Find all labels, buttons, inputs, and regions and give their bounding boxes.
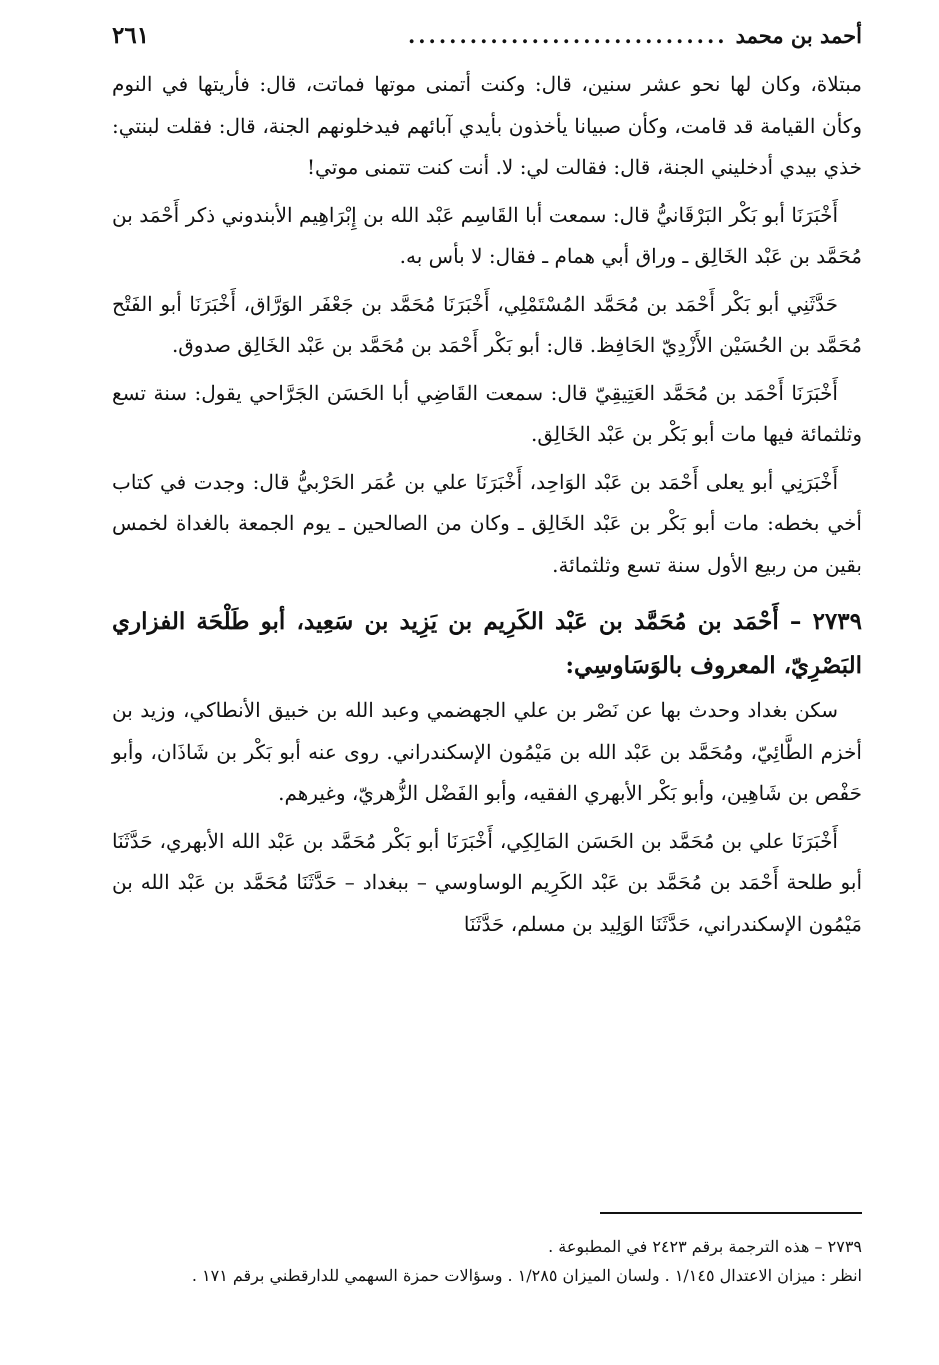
entry-paragraph: أَخْبَرَنَا علي بن مُحَمَّد بن الحَسَن المَالِكِي، أَخْبَرَنَا أبو بَكْر مُحَمَّد بن عَبْد الله الأبهري، حَدَّثَنَا أبو طلحة أَحْمَد بن مُحَمَّد بن عَبْد الكَرِيم الوساوسي – ببغداد – حَدَّثَنَا مُحَمَّد بن عَبْد الله بن مَيْمُون الإسكندراني، حَدَّثَنَا الوَلِيد بن مسلم، حَدَّثَنَا (112, 828, 862, 936)
paragraph-narration: حَدَّثَنِي أبو بَكْر أَحْمَد بن مُحَمَّد المُسْتَمْلِي، أَخْبَرَنَا مُحَمَّد بن جَعْفَر الوَرَّاق، أَخْبَرَنَا أبو الفَتْح مُحَمَّد بن الحُسَيْن الأَزْدِيّ الحَافِظ. قال: أبو بَكْر أَحْمَد بن مُحَمَّد بن عَبْد الخَالِق صدوق. (112, 291, 862, 357)
header-leader-dots: ............................... (407, 23, 728, 48)
footnote-divider (600, 1212, 862, 1214)
footnote-line: ٢٧٣٩ – هذه الترجمة برقم ٢٤٢٣ في المطبوعة . (548, 1237, 862, 1256)
entry-heading: ٢٧٣٩ – أَحْمَد بن مُحَمَّد بن عَبْد الكَرِيم بن يَزِيد بن سَعِيد، أبو طَلْحَة الفزاري البَصْرِيّ، المعروف بالوَسَاوسِي: (112, 608, 862, 679)
main-text (112, 64, 862, 945)
page-header (112, 22, 862, 58)
footnote-line: انظر : ميزان الاعتدال ١/١٤٥ . ولسان الميزان ١/٢٨٥ . وسؤالات حمزة السهمي للدارقطني برقم ١٧١ . (191, 1266, 862, 1285)
footnotes (112, 1232, 862, 1290)
running-title: أحمد بن محمد (735, 23, 862, 48)
page-number: ٢٦١ (112, 22, 150, 49)
paragraph-narration: أَخْبَرَنَا أبو بَكْر البَرْقَانيُّ قال: سمعت أبا القَاسِم عَبْد الله بن إِبْرَاهِيم الأبندوني ذكر أَحْمَد بن مُحَمَّد بن عَبْد الخَالِق ـ وراق أبي همام ـ فقال: لا بأس به. (112, 202, 862, 268)
paragraph-narration: أَخْبَرَنِي أبو يعلى أَحْمَد بن عَبْد الوَاحِد، أَخْبَرَنَا علي بن عُمَر الحَرْبيُّ قال: وجدت في كتاب أخي بخطه: مات أبو بَكْر بن عَبْد الخَالِق ـ وكان من الصالحين ـ يوم الجمعة بالغداة لخمس بقين من ربيع الأول سنة تسع وثلثمائة. (112, 469, 862, 577)
entry-paragraph: سكن بغداد وحدث بها عن نَصْر بن علي الجهضمي وعبد الله بن خبيق الأنطاكي، وزيد بن أخزم الطَّائِيّ، ومُحَمَّد بن عَبْد الله بن مَيْمُون الإسكندراني. روى عنه أبو بَكْر بن شَاذَان، وأبو حَفْص بن شَاهِين، وأبو بَكْر الأبهري الفقيه، وأبو الفَضْل الزُّهريّ، وغيرهم. (112, 698, 862, 805)
paragraph-narration: أَخْبَرَنَا أَحْمَد بن مُحَمَّد العَتِيقِيّ قال: سمعت القَاضِي أبا الحَسَن الجَرَّاحي يقول: سنة تسع وثلثمائة فيها مات أبو بَكْر بن عَبْد الخَالِق. (112, 380, 862, 446)
book-page (112, 22, 862, 1285)
paragraph-continuation: مبتلاة، وكان لها نحو عشر سنين، قال: وكنت أتمنى موتها فماتت، قال: فأريتها في النوم وكأن القيامة قد قامت، وكأن صبيانا يأخذون بأيدي آبائهم فيدخلونهم الجنة، قال: فقلت لبنتي: خذي بيدي أدخليني الجنة، قال: فقالت لي: لا. أنت كنت تتمنى موتي! (112, 72, 862, 179)
